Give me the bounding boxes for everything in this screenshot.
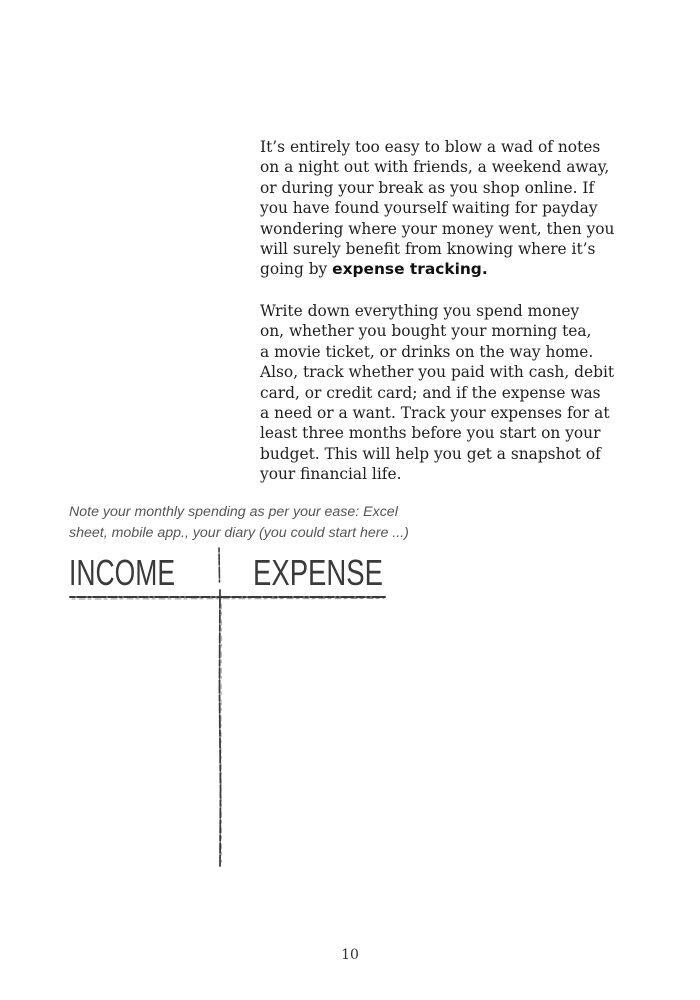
- note-line: sheet, mobile app., your diary (you could start here ...): [69, 525, 409, 541]
- text-line-prefix: going by: [260, 260, 333, 279]
- t-chart-drawing: [66, 540, 396, 880]
- text-line: a need or a want. Track your expenses for at: [260, 404, 610, 423]
- t-chart-income-heading: INCOME: [69, 552, 175, 593]
- page-number: 10: [341, 947, 359, 963]
- text-line: least three months before you start on your: [260, 424, 601, 443]
- t-chart-vertical-rule-shadow: [221, 596, 222, 862]
- text-line: on, whether you bought your morning tea,: [260, 322, 592, 341]
- text-line: It’s entirely too easy to blow a wad of notes: [260, 138, 601, 156]
- text-line: Also, track whether you paid with cash, debit: [260, 363, 615, 382]
- text-line: will surely benefit from knowing where it’s: [260, 240, 596, 259]
- text-line: you have found yourself waiting for payday: [260, 199, 598, 218]
- text-line: or during your break as you shop online. If: [260, 178, 595, 197]
- text-line: your financial life.: [260, 465, 402, 484]
- text-line: budget. This will help you get a snapshot of: [260, 444, 601, 463]
- paragraph-write-down: [260, 301, 620, 485]
- text-line: a movie ticket, or drinks on the way home.: [260, 342, 594, 361]
- t-chart-horizontal-rule-shadow: [72, 599, 384, 600]
- t-chart-expense-heading: EXPENSE: [253, 552, 383, 593]
- text-line: on a night out with friends, a weekend away,: [260, 158, 610, 177]
- paragraph-expense-intro: [260, 137, 620, 280]
- text-line: wondering where your money went, then you: [260, 219, 615, 238]
- t-chart-top-divider: [219, 548, 220, 582]
- text-line-last: [260, 259, 620, 279]
- text-line: Write down everything you spend money: [260, 302, 580, 320]
- note-caption: [69, 502, 449, 544]
- note-line: Note your monthly spending as per your ease: Excel: [69, 504, 398, 520]
- highlight-expense-tracking: expense tracking.: [332, 260, 488, 279]
- text-line: card, or credit card; and if the expense was: [260, 383, 601, 402]
- t-chart-vertical-rule: [220, 590, 221, 866]
- income-expense-t-chart: [66, 540, 396, 880]
